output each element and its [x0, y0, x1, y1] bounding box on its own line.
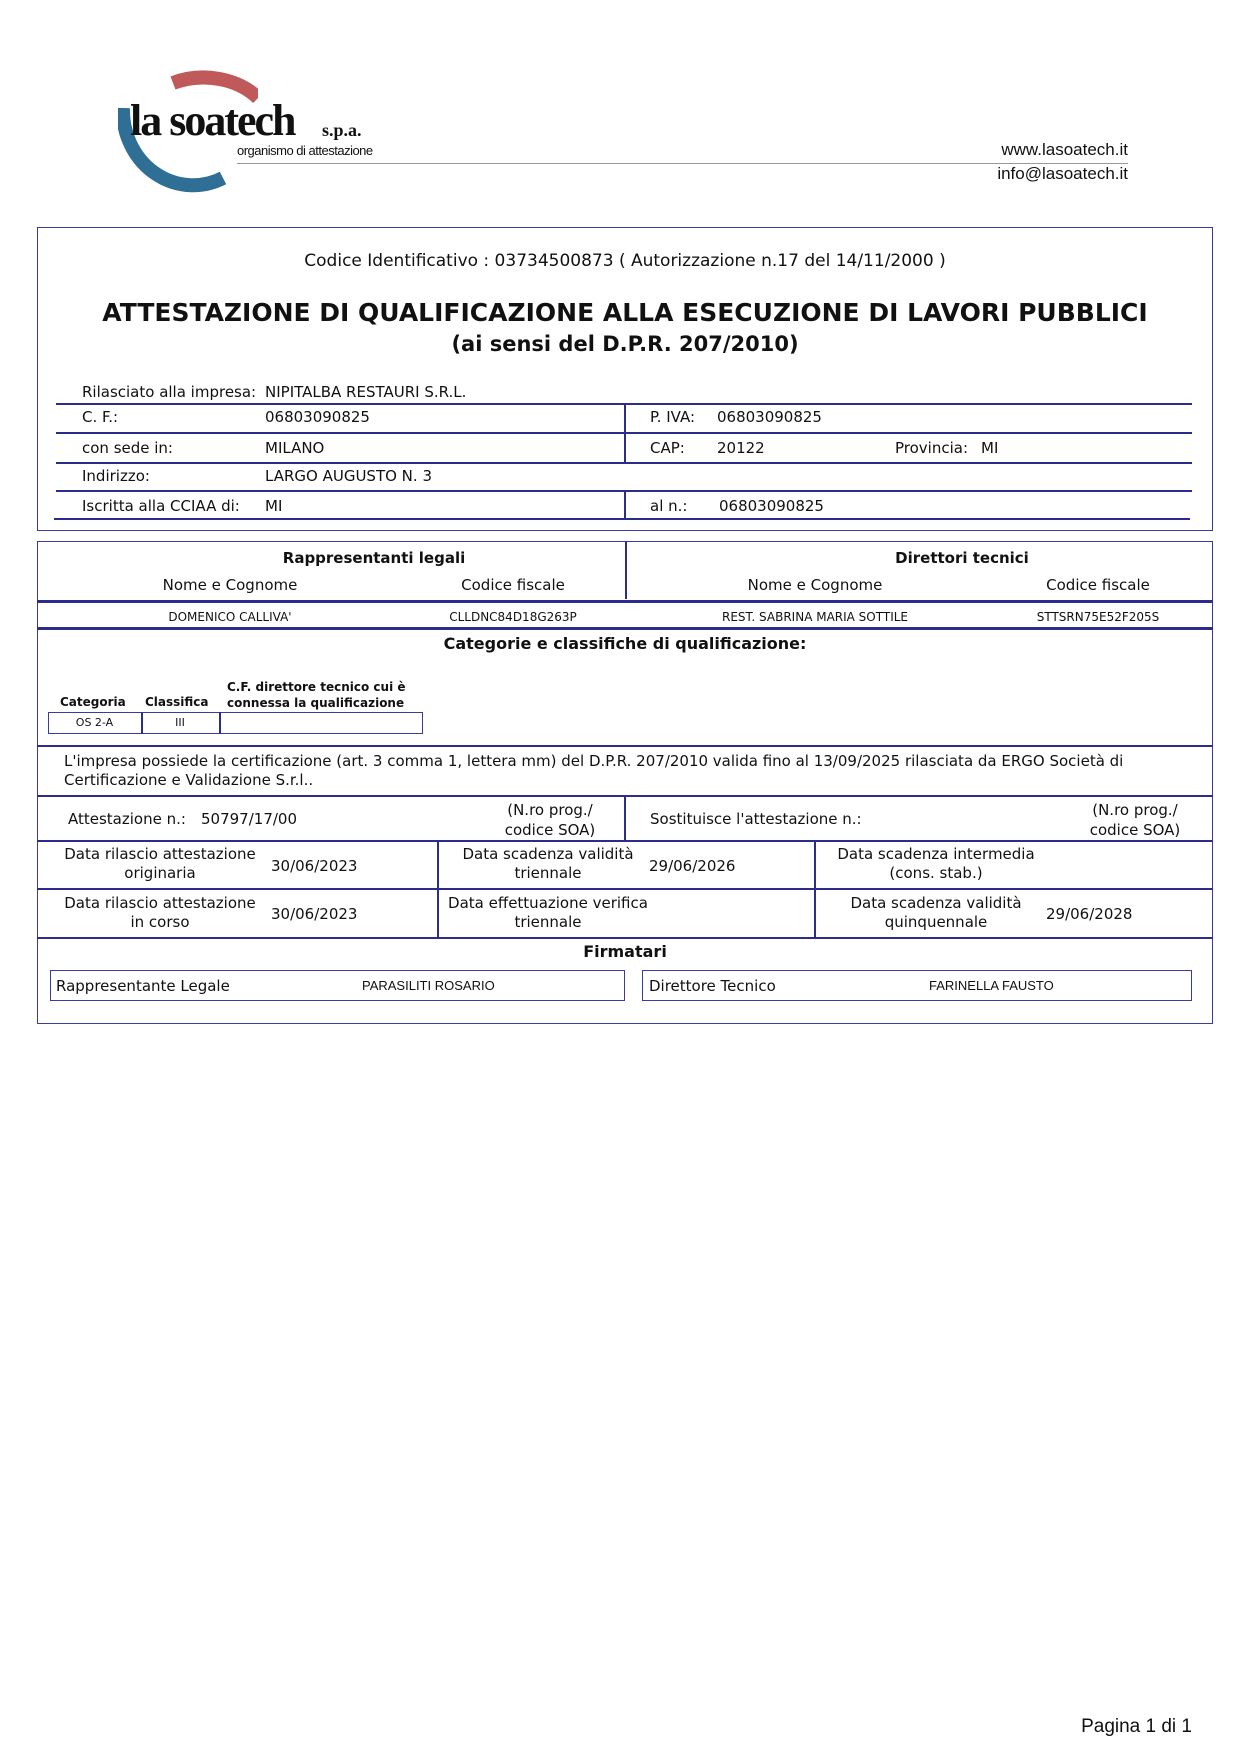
col-classifica: Classifica [145, 695, 209, 709]
aln-value: 06803090825 [719, 497, 824, 515]
provincia-label: Provincia: [895, 439, 969, 457]
scad-quinq-label: Data scadenza validità quinquennale [850, 894, 1022, 931]
page-number: Pagina 1 di 1 [1081, 1716, 1192, 1737]
email-link[interactable]: info@lasoatech.it [997, 164, 1128, 183]
sede-value: MILANO [265, 439, 325, 457]
sostituisce-label: Sostituisce l'attestazione n.: [650, 810, 862, 828]
rilasciato-label: Rilasciato alla impresa: [82, 383, 257, 401]
scad-interm-label: Data scadenza intermedia (cons. stab.) [837, 845, 1035, 882]
logo-name: la soatech [130, 96, 295, 145]
rilascio-orig-label: Data rilascio attestazione originaria [64, 845, 256, 882]
rilascio-corso-value: 30/06/2023 [271, 905, 358, 923]
attestazione-label: Attestazione n.: [68, 810, 186, 828]
rappresentanti-col-cf: Codice fiscale [461, 576, 565, 594]
aln-label: al n.: [650, 497, 688, 515]
cciaa-value: MI [265, 497, 283, 515]
attestazione-value: 50797/17/00 [201, 810, 297, 828]
scad-quinq-value: 29/06/2028 [1046, 905, 1133, 923]
rl-label: Rappresentante Legale [56, 977, 230, 995]
page-subtitle: (ai sensi del D.P.R. 207/2010) [451, 332, 799, 356]
piva-label: P. IVA: [650, 408, 696, 426]
direttore-nome: REST. SABRINA MARIA SOTTILE [721, 610, 908, 624]
cf-value: 06803090825 [265, 408, 370, 426]
rl-value: PARASILITI ROSARIO [362, 978, 495, 993]
cf-label: C. F.: [82, 408, 119, 426]
dt-value: FARINELLA FAUSTO [929, 978, 1054, 993]
verifica-label: Data effettuazione verifica triennale [448, 894, 648, 931]
logo-suffix: s.p.a. [322, 120, 362, 140]
codice-identificativo: Codice Identificativo : 03734500873 ( Autorizzazione n.17 del 14/11/2000 ) [304, 251, 946, 271]
rappresentanti-title: Rappresentanti legali [282, 549, 466, 567]
direttori-col-cf: Codice fiscale [1046, 576, 1150, 594]
rilascio-orig-value: 30/06/2023 [271, 857, 358, 875]
logo-tagline: organismo di attestazione [237, 143, 373, 158]
website-link[interactable]: www.lasoatech.it [1001, 140, 1128, 159]
direttore-cf: STTSRN75E52F205S [1036, 610, 1160, 624]
scad-trien-value: 29/06/2026 [649, 857, 736, 875]
page-title: ATTESTAZIONE DI QUALIFICAZIONE ALLA ESECUZIONE DI LAVORI PUBBLICI [102, 298, 1148, 327]
classifica-value: III [175, 716, 185, 729]
rilascio-corso-label: Data rilascio attestazione in corso [64, 894, 256, 931]
certificazione-text: L'impresa possiede la certificazione (art. 3 comma 1, lettera mm) del D.P.R. 207/2010 valida fino al 13/09/2025 rilasciata da ERGO Società di Certificazione e Validazione S.r.l.. [64, 752, 1124, 789]
rappresentante-nome: DOMENICO CALLIVA' [168, 610, 292, 624]
sede-label: con sede in: [82, 439, 173, 457]
rappresentante-cf: CLLDNC84D18G263P [449, 610, 577, 624]
firmatari-title: Firmatari [583, 942, 667, 961]
col-cf-direttore: C.F. direttore tecnico cui è connessa la qualificazione [227, 680, 406, 710]
piva-value: 06803090825 [717, 408, 822, 426]
dt-label: Direttore Tecnico [649, 977, 776, 995]
attestazione-note: (N.ro prog./ codice SOA) [504, 801, 596, 839]
cap-label: CAP: [650, 439, 685, 457]
provincia-value: MI [981, 439, 999, 457]
rappresentanti-col-nome: Nome e Cognome [162, 576, 298, 594]
cap-value: 20122 [717, 439, 765, 457]
categorie-title: Categorie e classifiche di qualificazione: [443, 634, 807, 653]
direttori-title: Direttori tecnici [895, 549, 1029, 567]
sostituisce-note: (N.ro prog./ codice SOA) [1089, 801, 1181, 839]
scad-trien-label: Data scadenza validità triennale [462, 845, 634, 882]
col-categoria: Categoria [60, 695, 126, 709]
cciaa-label: Iscritta alla CCIAA di: [82, 497, 240, 515]
rilasciato-value: NIPITALBA RESTAURI S.R.L. [265, 383, 467, 401]
company-info-box [37, 227, 1213, 531]
indirizzo-value: LARGO AUGUSTO N. 3 [265, 467, 432, 485]
categoria-value: OS 2-A [75, 716, 114, 729]
header-rule [237, 163, 1128, 164]
direttori-col-nome: Nome e Cognome [747, 576, 883, 594]
indirizzo-label: Indirizzo: [82, 467, 150, 485]
